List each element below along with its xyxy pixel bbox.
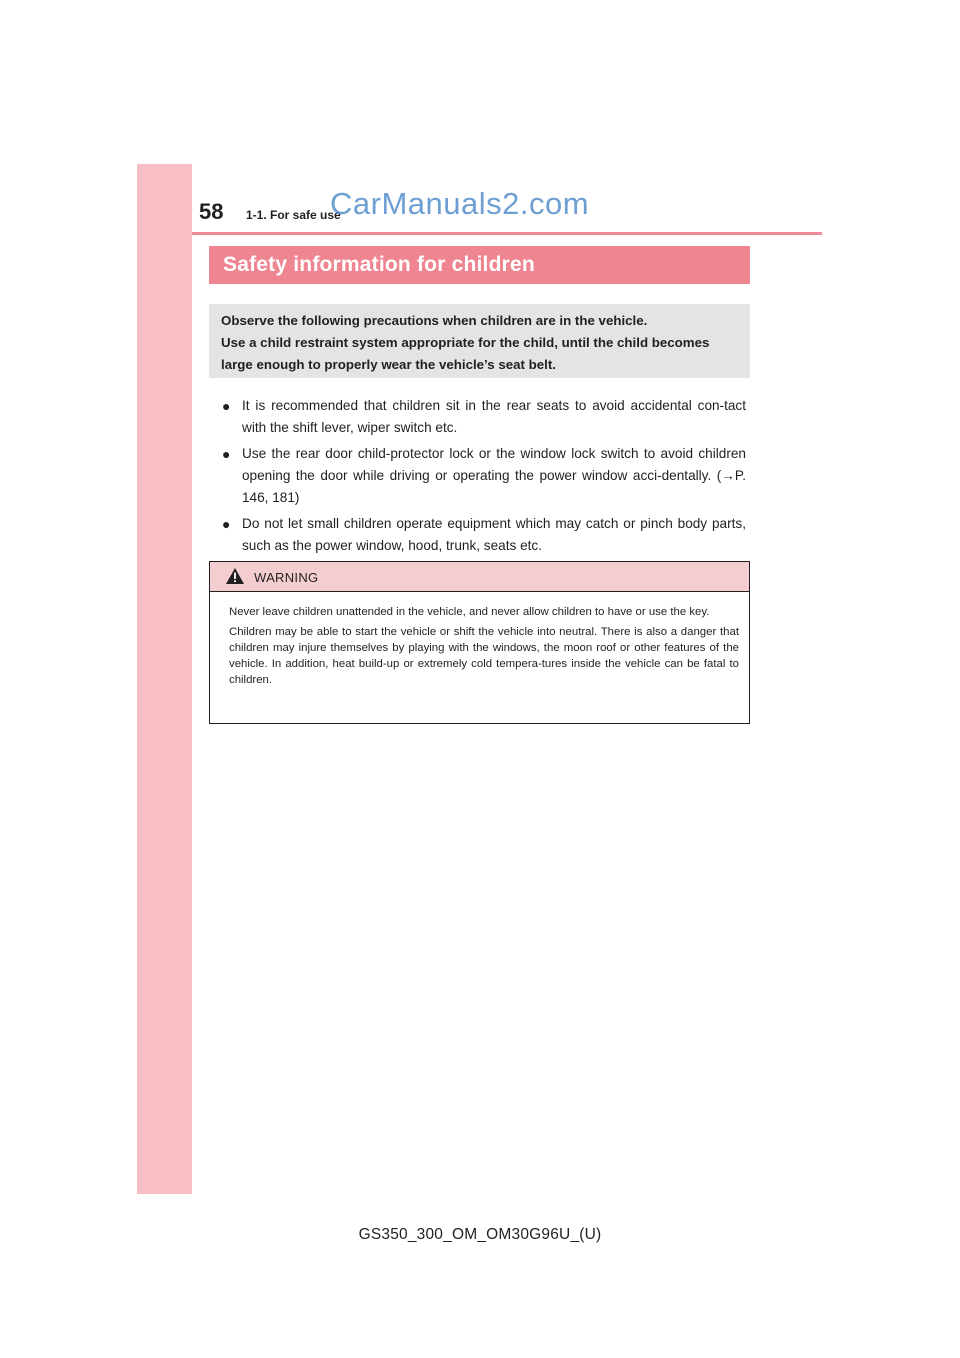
warning-triangle-icon: [226, 568, 244, 584]
bullet-icon: ●: [222, 398, 231, 414]
list-item: [222, 513, 746, 557]
page-title: Safety information for children: [223, 253, 535, 276]
list-item-text: Use the rear door child-protector lock or the window lock switch to avoid children opening the door while driving or operating the power window acci-dentally. (→P. 146, 181): [242, 446, 746, 505]
warning-body: [210, 592, 749, 688]
bullet-icon: ●: [222, 516, 231, 532]
warning-header: [210, 562, 749, 592]
header-rule: [192, 232, 822, 235]
list-item-text: Do not let small children operate equipment which may catch or pinch body parts, such as the power window, hood, trunk, seats etc.: [242, 516, 746, 553]
warning-box: [209, 561, 750, 724]
warning-paragraph: Never leave children unattended in the vehicle, and never allow children to have or use the key.: [229, 606, 710, 618]
bullet-icon: ●: [222, 446, 231, 462]
intro-line: Use a child restraint system appropriate for the child, until the child becomes large enough to properly wear the vehicle’s seat belt.: [221, 335, 710, 372]
warning-label: WARNING: [254, 570, 319, 585]
list-item-text: It is recommended that children sit in the rear seats to avoid accidental con-tact with the shift lever, wiper switch etc.: [242, 398, 746, 435]
side-band: [137, 164, 192, 1194]
list-item: [222, 395, 746, 439]
title-bar: [209, 246, 750, 284]
intro-box: [209, 304, 750, 378]
watermark: CarManuals2.com: [330, 186, 590, 221]
list-item: [222, 443, 746, 509]
bullet-list: [222, 395, 746, 561]
warning-paragraph: Children may be able to start the vehicle or shift the vehicle into neutral. There is also a danger that children may injure themselves by playing with the windows, the moon roof or other features of the vehicle. In addition, heat build-up or extremely cold tempera-tures inside the vehicle can be fatal to children.: [229, 626, 739, 686]
intro-line: Observe the following precautions when children are in the vehicle.: [221, 313, 648, 328]
section-heading: 1-1. For safe use: [246, 208, 341, 222]
footer-code: GS350_300_OM_OM30G96U_(U): [358, 1226, 602, 1243]
page-number: 58: [199, 199, 224, 224]
